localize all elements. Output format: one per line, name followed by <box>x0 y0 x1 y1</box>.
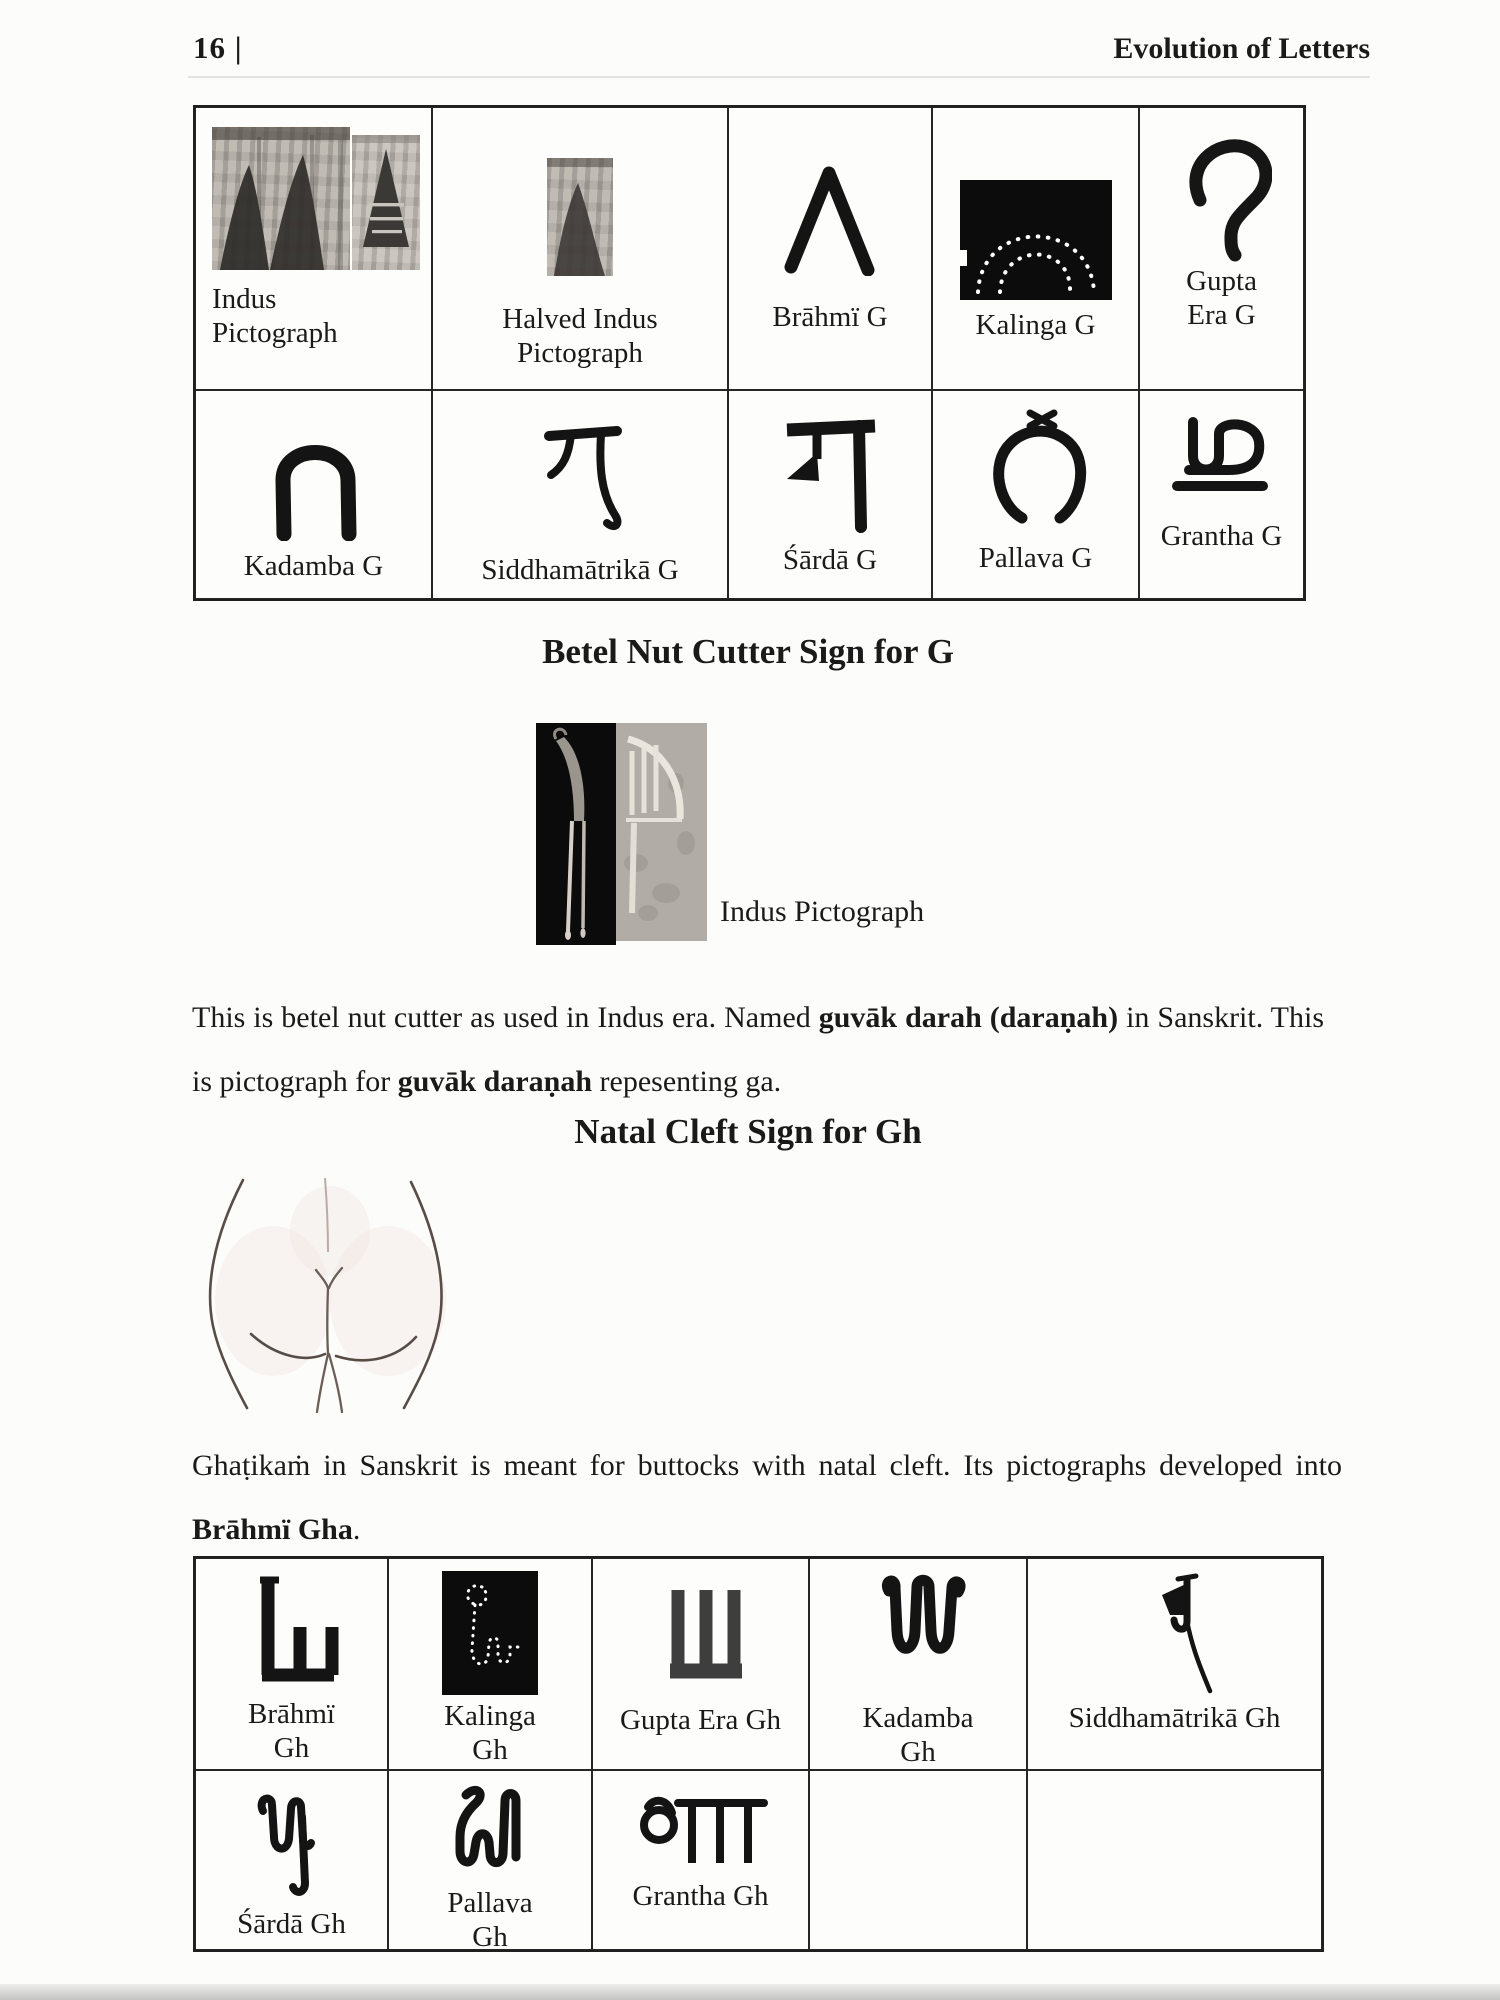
kalinga-g-glyph <box>960 180 1112 300</box>
kalinga-gh-glyph <box>442 1571 538 1695</box>
buttocks-drawing <box>183 1176 478 1418</box>
g-cell-sarda <box>728 390 932 599</box>
gh-cell-kadamba <box>809 1558 1027 1770</box>
gh-cell-empty-2 <box>1027 1770 1322 1950</box>
gh-label-sarda: Śārdā Gh <box>237 1908 346 1940</box>
g-cell-brahmi <box>728 107 932 390</box>
gh-cell-gupta <box>592 1558 809 1770</box>
scan-edge-shadow <box>0 1984 1500 2000</box>
kadamba-gh-glyph <box>859 1571 977 1689</box>
g-cell-kadamba <box>195 390 432 599</box>
gh-evolution-table <box>193 1556 1324 1952</box>
gh-cell-grantha <box>592 1770 809 1950</box>
g-label-siddhamatrika: Siddhamātrikā G <box>481 554 679 586</box>
siddhamatrika-g-glyph <box>523 411 638 539</box>
gh-label-siddhamatrika: Siddhamātrikā Gh <box>1068 1702 1281 1734</box>
indus-pictograph-photo <box>212 122 420 270</box>
betel-figure-caption: Indus Pictograph <box>720 895 925 928</box>
g-cell-gupta <box>1139 107 1304 390</box>
g-label-halved-indus: Halved Indus Pictograph <box>502 303 658 370</box>
gh-label-grantha: Grantha Gh <box>632 1880 769 1912</box>
gh-cell-kalinga <box>388 1558 592 1770</box>
natal-paragraph-text-2: . <box>352 1513 361 1546</box>
gh-cell-sarda <box>195 1770 388 1950</box>
g-label-brahmi: Brāhmï G <box>772 301 888 333</box>
g-cell-pallava <box>932 390 1139 599</box>
natal-section-heading: Natal Cleft Sign for Gh <box>574 1112 922 1151</box>
natal-cleft-figure <box>183 1176 478 1418</box>
g-label-kadamba: Kadamba G <box>243 550 384 582</box>
g-cell-grantha <box>1139 390 1304 599</box>
page-number: 16 | <box>193 30 243 65</box>
pallava-gh-glyph <box>430 1779 550 1884</box>
natal-paragraph-text: Ghaṭikaṁ in Sanskrit is meant for buttocks with natal cleft. Its pictographs developed into <box>192 1449 1342 1482</box>
halved-indus-peak-image <box>547 158 613 276</box>
siddhamatrika-gh-glyph <box>1120 1569 1230 1697</box>
g-label-pallava: Pallava G <box>978 542 1093 574</box>
g-label-indus-pictograph: Indus Pictograph <box>212 283 338 350</box>
sarda-gh-glyph <box>237 1785 347 1903</box>
natal-paragraph <box>192 1434 1342 1562</box>
brahmi-g-glyph <box>775 161 885 276</box>
indus-seal-peaks-image <box>212 127 350 270</box>
gupta-era-g-glyph <box>1172 134 1272 262</box>
grantha-gh-glyph <box>626 1785 776 1875</box>
gh-cell-brahmi <box>195 1558 388 1770</box>
natal-term-brahmi-gha: Brāhmï Gha <box>192 1513 353 1546</box>
betel-paragraph-text: This is betel nut cutter as used in Indus era. Named <box>192 1001 819 1034</box>
betel-paragraph <box>192 986 1324 1114</box>
g-cell-kalinga <box>932 107 1139 390</box>
kadamba-g-glyph <box>256 421 371 541</box>
g-cell-indus-pictograph <box>195 107 432 390</box>
g-label-kalinga: Kalinga G <box>975 309 1096 341</box>
betel-term-guvak-daranah: guvāk daraṇah <box>397 1065 593 1098</box>
betel-cutter-image <box>536 723 707 945</box>
gh-label-pallava: Pallava Gh <box>447 1887 533 1950</box>
gh-label-kalinga: Kalinga Gh <box>444 1700 536 1767</box>
gh-label-gupta: Gupta Era Gh <box>619 1704 782 1736</box>
g-label-grantha: Grantha G <box>1160 520 1283 552</box>
gh-cell-siddhamatrika <box>1027 1558 1322 1770</box>
indus-cone-sign-image <box>352 135 420 270</box>
brahmi-gh-glyph <box>237 1571 347 1689</box>
betel-cutter-figure <box>536 723 707 945</box>
gh-cell-empty-1 <box>809 1770 1027 1950</box>
grantha-g-glyph <box>1157 412 1287 517</box>
g-label-gupta: Gupta Era G <box>1186 265 1257 332</box>
betel-paragraph-text-3: repesenting ga. <box>592 1065 782 1098</box>
g-evolution-table <box>193 105 1306 601</box>
g-cell-siddhamatrika <box>432 390 728 599</box>
gh-label-kadamba: Kadamba Gh <box>862 1701 974 1768</box>
gh-cell-pallava <box>388 1770 592 1950</box>
betel-term-guvak-darah: guvāk darah (daraṇah) <box>818 1001 1119 1034</box>
gh-label-brahmi: Brāhmï Gh <box>248 1698 335 1765</box>
g-label-sarda: Śārdā G <box>782 544 878 576</box>
betel-paragraph-text-2: in Sanskrit. This is pictograph for <box>192 1001 1324 1098</box>
sarda-g-glyph <box>773 403 888 533</box>
betel-section-heading: Betel Nut Cutter Sign for G <box>542 632 954 671</box>
g-cell-halved-indus <box>432 107 728 390</box>
header-rule <box>188 76 1370 78</box>
running-header-title: Evolution of Letters <box>1113 32 1370 65</box>
gupta-era-gh-glyph <box>646 1578 756 1693</box>
pallava-g-glyph <box>978 408 1093 533</box>
